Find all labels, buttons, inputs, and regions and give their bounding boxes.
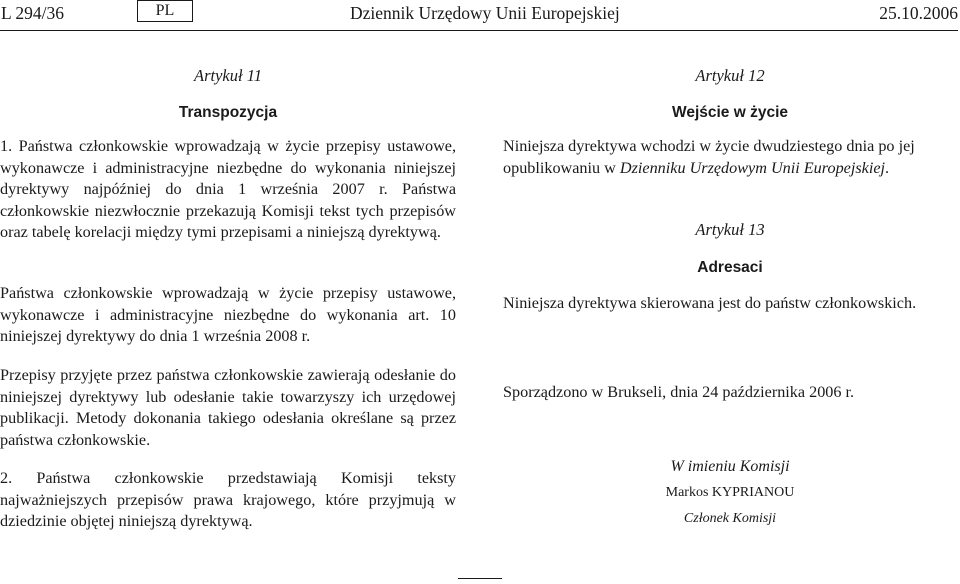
article-11-paragraph-3: Przepisy przyjęte przez państwa członkowskie zawierają odesłanie do niniejszej dyrektywy lub odesłanie takie towarzyszy ich urzędowej publikacji. Metody dokonania takiego odesłania określane są przez państwa członkowskie. <box>0 366 456 449</box>
page-reference: L 294/36 <box>1 3 65 23</box>
article-11-paragraph-1: 1. Państwa członkowskie wprowadzają w życie przepisy ustawowe, wykonawcze i administracyjne niezbędne do wykonania niniejszej dyrektywy najpóźniej do dnia 1 września 2007 r. Państwa członkowskie niezwłocznie przekazują Komisji tekst tych przepisów oraz tabelę korelacji między tymi przepisami a niniejszą dyrektywą. <box>0 137 456 242</box>
article-11-paragraph-2: Państwa członkowskie wprowadzają w życie przepisy ustawowe, wykonawcze i administracyjne niezbędne do wykonania art. 10 niniejszej dyrektywy do dnia 1 września 2008 r. <box>0 284 456 346</box>
journal-name-italic: Dzienniku Urzędowym Unii Europejskiej <box>619 158 886 177</box>
article-12-text-start: Niniejsza dyrektywa wchodzi w życie dwudziestego dnia po jej opublikowaniu w <box>503 137 915 177</box>
article-12-text <box>503 136 957 179</box>
article-12-text-end: . <box>885 158 890 177</box>
signature-on-behalf: W imieniu Komisji <box>670 458 790 475</box>
article-11-label: Artykuł 11 <box>194 66 262 85</box>
header-rule <box>0 30 958 31</box>
journal-title: Dziennik Urzędowy Unii Europejskiej <box>350 3 620 23</box>
article-12-label: Artykuł 12 <box>695 66 765 85</box>
article-11-paragraph-4: 2. Państwa członkowskie przedstawiają Komisji teksty najważniejszych przepisów prawa krajowego, które przyjmują w dziedzinie objętej niniejszą dyrektywą. <box>0 469 456 531</box>
article-13-label: Artykuł 13 <box>695 220 765 239</box>
article-11-title: Transpozycja <box>178 104 278 121</box>
publication-date: 25.10.2006 <box>879 3 958 23</box>
done-at-statement: Sporządzono w Brukseli, dnia 24 października 2006 r. <box>503 383 855 401</box>
language-badge: PL <box>137 0 193 22</box>
signatory-name: Markos KYPRIANOU <box>665 485 795 500</box>
footer-rule <box>458 578 502 579</box>
article-12-title: Wejście w życie <box>671 104 789 121</box>
signatory-role: Członek Komisji <box>683 511 777 526</box>
page-header <box>0 0 960 26</box>
article-13-text: Niniejsza dyrektywa skierowana jest do państw członkowskich. <box>503 294 917 312</box>
article-13-title: Adresaci <box>697 259 763 276</box>
